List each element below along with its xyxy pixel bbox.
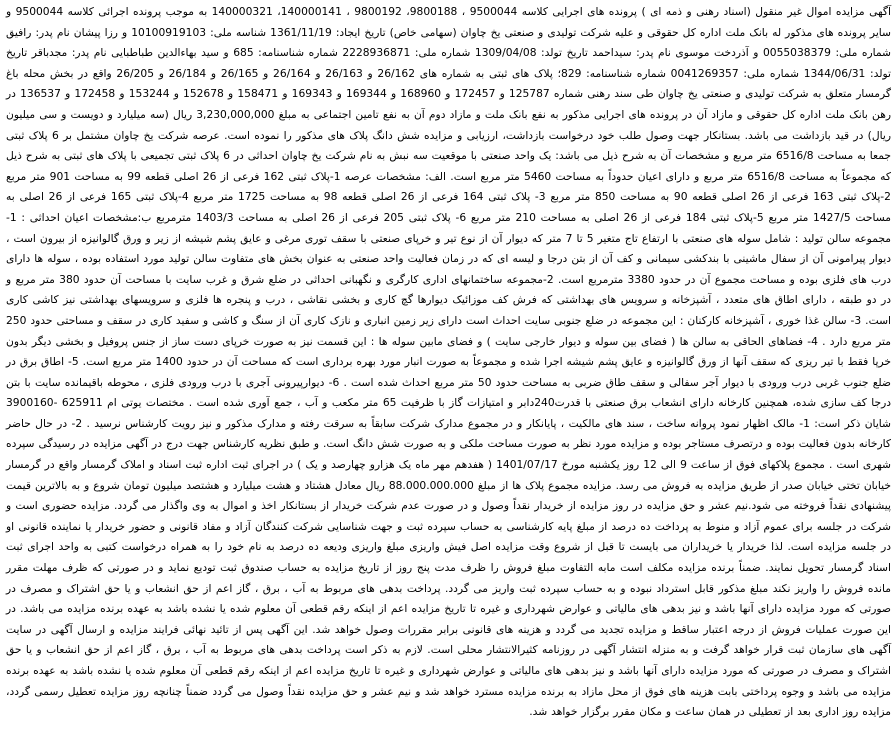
auction-notice-body: آگهی مزایده اموال غیر منقول (اسناد رهنی و ذمه ای ) پرونده های اجرایی کلاسه 9500044 ، 9800188، 9800192 ، 140000141، 140000321 به موجب پرونده اجرائی کلاسه 9500044 و سایر پرونده های مذکور له بانک ملت اداره کل حقوقی و علیه شرکت تولیدی و صنعتی یخ چاوان (سهامی خاص) تاریخ ایجاد: 1361/11/19 شناسه ملی: 10100919103 و رزا پیشان نام پدر: رافیق شماره ملی: 0055038379 و آذردخت موسوی نام پدر: سیداحمد تاریخ تولد: 1309/04/08 شماره ملی: 2228936871 شماره شناسنامه: 685 و سید بهاءالدین طباطبایی نام پدر: مجدباقر تاریخ تولد: 1344/06/31 شماره ملی: 0041269357 شماره شناسنامه: 829؛ پلاک های ثبتی به شماره های 26/162 و 26/163 و 26/164 و 26/165 و 26/184 و 26/205 واقع در بخش محله باغ گرمسار متعلق به شرکت تولیدی و صنعتی یخ چاوان طی سند رهنی شماره 125787 و 172457 و 168960 و 169344 و 169343 و 158471 و 152678 و 153244 و 172458 و 136537 در رهن بانک ملت اداره کل حقوقی و مازاد آن در پرونده های اجرایی مذکور به نفع بانک ملت و مازاد دوم آن به نفع تامین اجتماعی به مبلغ 3,230,000,000 ریال (سه میلیارد و دویست و سی میلیون ریال) در قید بازداشت می باشد. بستانکار جهت وصول طلب خود درخواست بازداشت، ارزیابی و مزایده شش دانگ پلاک های مذکور را نموده است. عرصه شرکت یخ چاوان مشتمل بر 6 پلاک ثبتی جمعا به مساحت 6516/8 متر مربع و مشخصات آن به شرح ذیل می باشد: یک واحد صنعتی با موقعیت سه نبش به نام شرکت یخ چاوان احداثی در 6 پلاک ثبتی تجمیعی با پلاک های ثبتی به شرح ذیل که مجموعاً به مساحت 6516/8 متر مربع و دارای اعیان حدوداً به مساحت 5460 متر مربع است. الف: مشخصات عرصه 1-پلاک ثبتی 162 فرعی از 26 اصلی قطعه 99 به مساحت 901 متر مربع 2-پلاک ثبتی 163 فرعی از 26 اصلی قطعه 90 به مساحت 850 متر مربع 3- پلاک ثبتی 164 فرعی از 26 اصلی قطعه 98 به مساحت 1725 متر مربع 4-پلاک ثبتی 165 فرعی از 26 اصلی به مساحت 1427/5 متر مربع 5-پلاک ثبتی 184 فرعی از 26 اصلی به مساحت 210 متر مربع 6- پلاک ثبتی 205 فرعی از 26 اصلی به مساحت 1403/3 مترمربع ب:مشخصات اعیان احداثی : 1- مجموعه سالن تولید : شامل سوله های صنعتی با ارتفاع تاج متغیر 5 تا 7 متر که دیوار آن از نوع تیر و خرپای صنعتی با سقف توری مرغی و عایق پشم شیشه از زیر و ورق گالوانیزه از بیرون است ، دیوار پیرامونی آن از سفال ماشینی با بندکشی سیمانی و کف آن از بتن درجا و لیسه ای که در زمان فعالیت واحد صنعتی به عنوان بخش های متفاوت سالن تولید مورد استفاده بوده ، سوله ها دارای درب های فلزی بوده و مساحت مجموع آن در حدود 3380 مترمربع است. 2-مجموعه ساختمانهای اداری کارگری و نگهبانی احداثی در ضلع شرق و غرب سایت با مساحت آن حدود 380 متر مربع و در دو طبقه ، دارای اطاق های متعدد ، آشپزخانه و سرویس های بهداشتی که فرش کف موزائیک دیوارها گچ کاری و بخشی نقاشی ، درب و پنجره ها فلزی و سرویسهای بهداشتی نیز کاشی کاری است. 3- سالن غذا خوری ، آشپزخانه کارکنان : این مجموعه در ضلع جنوبی سایت احداث است دارای زیر زمین انباری و نازک کاری آن از سنگ و کاشی و سفید کاری در سقف و مساحتی حدود 250 متر مربع دارد . 4- فضاهای الحاقی به سالن ها ( فضای بین سوله و دیوار خارجی سایت ) و فضای مابین سوله ها : این قسمت نیز به صورت خرپای دست ساز از جنس پروفیل و بخشی دیگر بدون خرپا فقط با تیر ریزی که سقف آنها از ورق گالوانیزه و عایق پشم شیشه اجرا شده و مجموعاً به صورت انبار مورد بهره برداری است که مساحت آن در حدود 1400 متر مربع است. 5- اطاق برق در ضلع جنوب غربی درب ورودی با دیوار آجر سفالی و سقف طاق ضربی به مساحت حدود 50 متر مربع احداث شده است . 6- دیوارپیرونی آجری با درب ورودی فلزی ، محوطه باقیمانده سایت با بتن درجا کف سازی شده، همچنین کارخانه دارای انشعاب برق صنعتی با قدرت240دابر و امتیازات گاز با ظرفیت 65 متر مکعب و آب ، جمع آوری شده است . مختصات یوتی ام 625911 -3900160 شایان ذکر است: 1- مالک اظهار نمود پروانه ساخت ، سند های مالکیت ، پایانکار و در مجموع مدارک شرکت سابقاً به سرقت رفته و مدارک مذکور و نیز رویت کارشناس نرسید . 2- در حال حاضر کارخانه بدون فعالیت بوده و درتصرف مستاجر بوده و مزایده مورد نظر به صورت مساحت ملکی و به صورت شش دانگ است. و طبق نظریه کارشناس جهت درج در آگهی مزایده در رسیدگی سپرده شهری است . مجموع پلاکهای فوق از ساعت 9 الی 12 روز یکشنبه مورخ 1401/07/17 ( هفدهم مهر ماه یک هزارو چهارصد و یک ) در اجرای ثبت اداره ثبت اسناد و املاک گرمسار واقع در گرمسار خیابان تختی خیابان صدر از طریق مزایده به فروش می رسد. مزایده مجموع پلاک ها از مبلغ 88.000.000.000 ریال معادل هشتاد و هشت میلیارد و هشتصد میلیون تومان شروع و به بالاترین قیمت پیشنهادی نقداً فروخته می شود.نیم عشر و حق مزایده در روز مزایده از خریدار نقداً وصول و در صورت عدم شرکت خریدار از بستانکار اخذ و اموال به وی واگذار می گردد. مزایده حضوری است و شرکت در جلسه برای عموم آزاد و منوط به پرداخت ده درصد از مبلغ پایه کارشناسی به حساب سپرده ثبت و جهت شناسایی شرکت کنندگان آزاد و مفاد قانونی و حضور خریدار یا نماینده قانونی او در جلسه مزایده است. لذا خریدار یا خریداران می بایست تا قبل از شروع وقت مزایده اصل فیش واریزی مبلغ واریزی ودیعه ده درصد به نام خود را به همراه درخواست کتبی به واحد اجرای ثبت اسناد گرمسار تحویل نمایند. ضمناً برنده مزایده مکلف است مابه التفاوت مبلغ فروش را ظرف مدت پنج روز از تاریخ مزایده به حساب صندوق ثبت تودیع نماید و در صورتی که ظرف مهلت مقرر مانده فروش را واریز نکند مبلغ مذکور قابل استرداد نبوده و به حساب سپرده ثبت واریز می گردد. پرداخت بدهی های مربوط به آب ، برق ، گاز اعم از حق انشعاب و یا حق اشتراک و مصرف در صورتی که مورد مزایده دارای آنها باشد و نیز بدهی های مالیاتی و عوارض شهرداری و غیره تا تاریخ مزایده اعم از اینکه رقم قطعی آن معلوم شده یا نشده باشد به عهده برنده مزایده می باشد. در این صورت عملیات فروش از درجه اعتبار ساقط و مزایده تجدید می گردد و هزینه های قانونی برابر مقررات وصول خواهد شد. این آگهی پس از تائید نهائی فرایند مزایده و ارسال آگهی در سایت آگهی های سازمان ثبت قرار خواهد گرفت و به منزله انتشار آگهی در روزنامه کثیرالانتشار محلی است. لازم به ذکر است پرداخت بدهی های مربوط به آب ، برق ، گاز اعم از حق انشعاب و یا حق اشتراک و مصرف در صورتی که مورد مزایده دارای آنها باشد و نیز بدهی های مالیاتی و عوارض شهرداری و غیره تا تاریخ مزایده اعم از اینکه رقم قطعی آن معلوم شده یا نشده باشد به عهده برنده مزایده می باشد و وجوه پرداختی بابت هزینه های فوق از محل مازاد به برنده مزایده مسترد خواهد شد و نیم عشر و حق مزایده نقداً وصول می گردد ضمناً چنانچه روز مزایده تعطیل رسمی گردد، مزایده روز اداری بعد از تعطیلی در همان ساعت و مکان مقرر برگزار خواهد شد.: [6, 5, 892, 719]
